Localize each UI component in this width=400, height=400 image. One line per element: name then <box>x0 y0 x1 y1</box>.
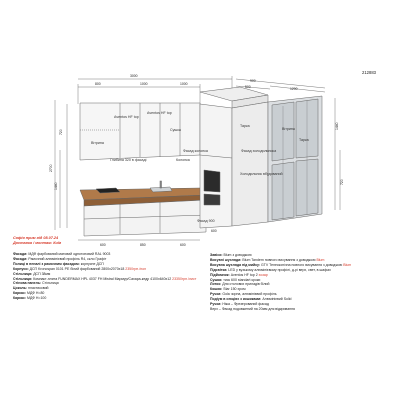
dim-right-h1: 1440 <box>335 122 339 130</box>
cooktop-icon <box>96 188 120 193</box>
note-price: хозар <box>258 272 268 277</box>
note-label: Стінова панель: <box>13 281 42 286</box>
callout-fasad-bokovoi: Фасад 900 <box>197 219 215 223</box>
note-text: Star 150 хром <box>222 287 246 292</box>
note-label: Подіум в секціях з кошиками: <box>210 297 262 302</box>
oven-column <box>200 102 268 228</box>
dim-bottom-a: 600 <box>100 243 106 247</box>
delivery-note: Доставка / монтаж: Київ <box>13 241 62 245</box>
note-text: МДФ Н=100 <box>26 296 47 301</box>
dim-bottom-c: 600 <box>180 243 186 247</box>
note-text: Blum Tandem повного висування з доводжою <box>241 257 317 262</box>
left-notes <box>13 252 218 301</box>
dim-top-total: 3000 <box>130 74 138 78</box>
upper-cabinets <box>80 103 200 160</box>
sheet-header-note <box>13 236 61 246</box>
note-text: пластиковий <box>27 286 49 291</box>
callout-holod: Холодильник вбудований <box>240 172 283 176</box>
note-label: Фасади: <box>13 256 28 261</box>
callout-tarka: Тарка <box>240 124 250 128</box>
dim-right-a: 500 <box>245 85 251 89</box>
note-label: Висувні шухляди: <box>210 257 242 262</box>
note-label: Сушка: <box>210 277 223 282</box>
dim-top-b: 1000 <box>140 82 148 86</box>
dim-left-h1: 720 <box>59 129 63 135</box>
note-row <box>210 307 395 312</box>
note-price: 2350грн./пол <box>125 266 146 271</box>
note-text: Blum з доводжою <box>222 253 252 257</box>
dim-right-b: 1200 <box>290 87 298 91</box>
callout-glybyna: Глибина 320 в фасаді <box>110 158 147 162</box>
note-label: Полиці в пеналі з рамочним фасадом: <box>13 261 80 266</box>
note-label: Ручки: <box>210 292 222 297</box>
note-text: Для столових приладів білий <box>221 282 270 287</box>
note-text: МДФ Н=80 <box>26 291 45 296</box>
note-label: Стільниця: <box>13 276 33 281</box>
note-label: Стільниця: <box>13 271 33 276</box>
callout-fasad-kolonka: Фасад колонка <box>183 149 208 153</box>
order-number: 212883 <box>362 70 376 75</box>
base-cabinets <box>80 181 206 236</box>
note-label: Цоколь: <box>13 286 28 291</box>
note-price: Blum <box>343 262 352 267</box>
dim-right-top: 900 <box>250 79 256 83</box>
note-text: Алюмінієвий Solid <box>261 297 292 302</box>
dim-top-c: 1000 <box>180 82 188 86</box>
note-label: Корпуси: <box>13 266 29 271</box>
note-text: LED у вузькому алюмінієвому профілі, д-рі верх, свет, в шафах <box>227 267 331 272</box>
note-label: Каркас: <box>13 296 27 301</box>
note-label: Кошик: <box>210 287 223 292</box>
callout-aventos-top: Aventos HF top <box>114 115 139 119</box>
note-label: Лоток: <box>210 282 222 287</box>
note-label: Каркас: <box>13 291 27 296</box>
note-text: ДСП 38мм <box>32 271 51 276</box>
callout-vitrina2: Вітрина <box>282 127 295 131</box>
note-text: Ніжа – Фрезерований фасад <box>221 302 269 307</box>
right-notes <box>210 253 395 312</box>
note-price: 23350грн./лист <box>172 276 197 281</box>
note-text: Стільниця <box>41 281 59 286</box>
callout-sushka: Сушка <box>170 128 181 132</box>
callout-aventos-top2: Aventos HF top <box>147 111 172 115</box>
dim-left-h2: 1440 <box>54 182 58 190</box>
note-text: GTV Телескопічна повного висування з доводжою <box>260 262 344 267</box>
callout-tarka2: Тарка <box>299 138 309 142</box>
dim-right-h2: 720 <box>340 179 344 185</box>
note-text: Компакт-плита FUNDERMAX HPL 4037 FH Mistral Мармур/Сахара-кедр 4100х640х12 <box>32 276 173 281</box>
note-text: корпусне ДСП <box>79 261 104 266</box>
note-label: Фасади: <box>13 252 28 256</box>
note-text: Верх – Фасад подовжений на 20мм для відкривання <box>210 306 295 311</box>
note-label: Підйомник: <box>210 272 230 277</box>
title-note: Софія прим від 08.07.24 <box>13 236 59 240</box>
note-label: Ручки: <box>210 302 222 307</box>
callout-fasad-holod: Фасад холодильника <box>241 149 277 153</box>
note-label: Завіси: <box>210 253 223 257</box>
note-text: МДФ фарбований матовий однотоновий RAL 9003 <box>27 252 111 256</box>
note-label: Висувна шухляда під мийку: <box>210 262 261 267</box>
note-text: Aventos HF top 2 <box>229 272 259 277</box>
dim-side-d: 600 <box>211 229 217 233</box>
dim-left-h3: 2700 <box>49 164 53 172</box>
note-price: Blum <box>316 257 325 262</box>
note-text: ДСП Kronospan 0101 PE білий фарбований 2800х2070х18 <box>28 266 126 271</box>
callout-vitrina: Вітрина <box>91 141 104 145</box>
note-text: тиск 600 standart кроки <box>222 277 261 282</box>
note-text: Gola чорна, алюмінієвий профіль <box>221 292 277 297</box>
dim-top-a: 800 <box>95 82 101 86</box>
note-row <box>13 296 218 301</box>
glass-column <box>268 96 322 222</box>
note-text: Рамочний алюмінієвий профіль R4, скло Графіт <box>27 256 107 261</box>
dim-bottom-b: 850 <box>140 243 146 247</box>
note-label: Підсвітка: <box>210 267 228 272</box>
callout-kolonka: Колонка <box>176 158 190 162</box>
